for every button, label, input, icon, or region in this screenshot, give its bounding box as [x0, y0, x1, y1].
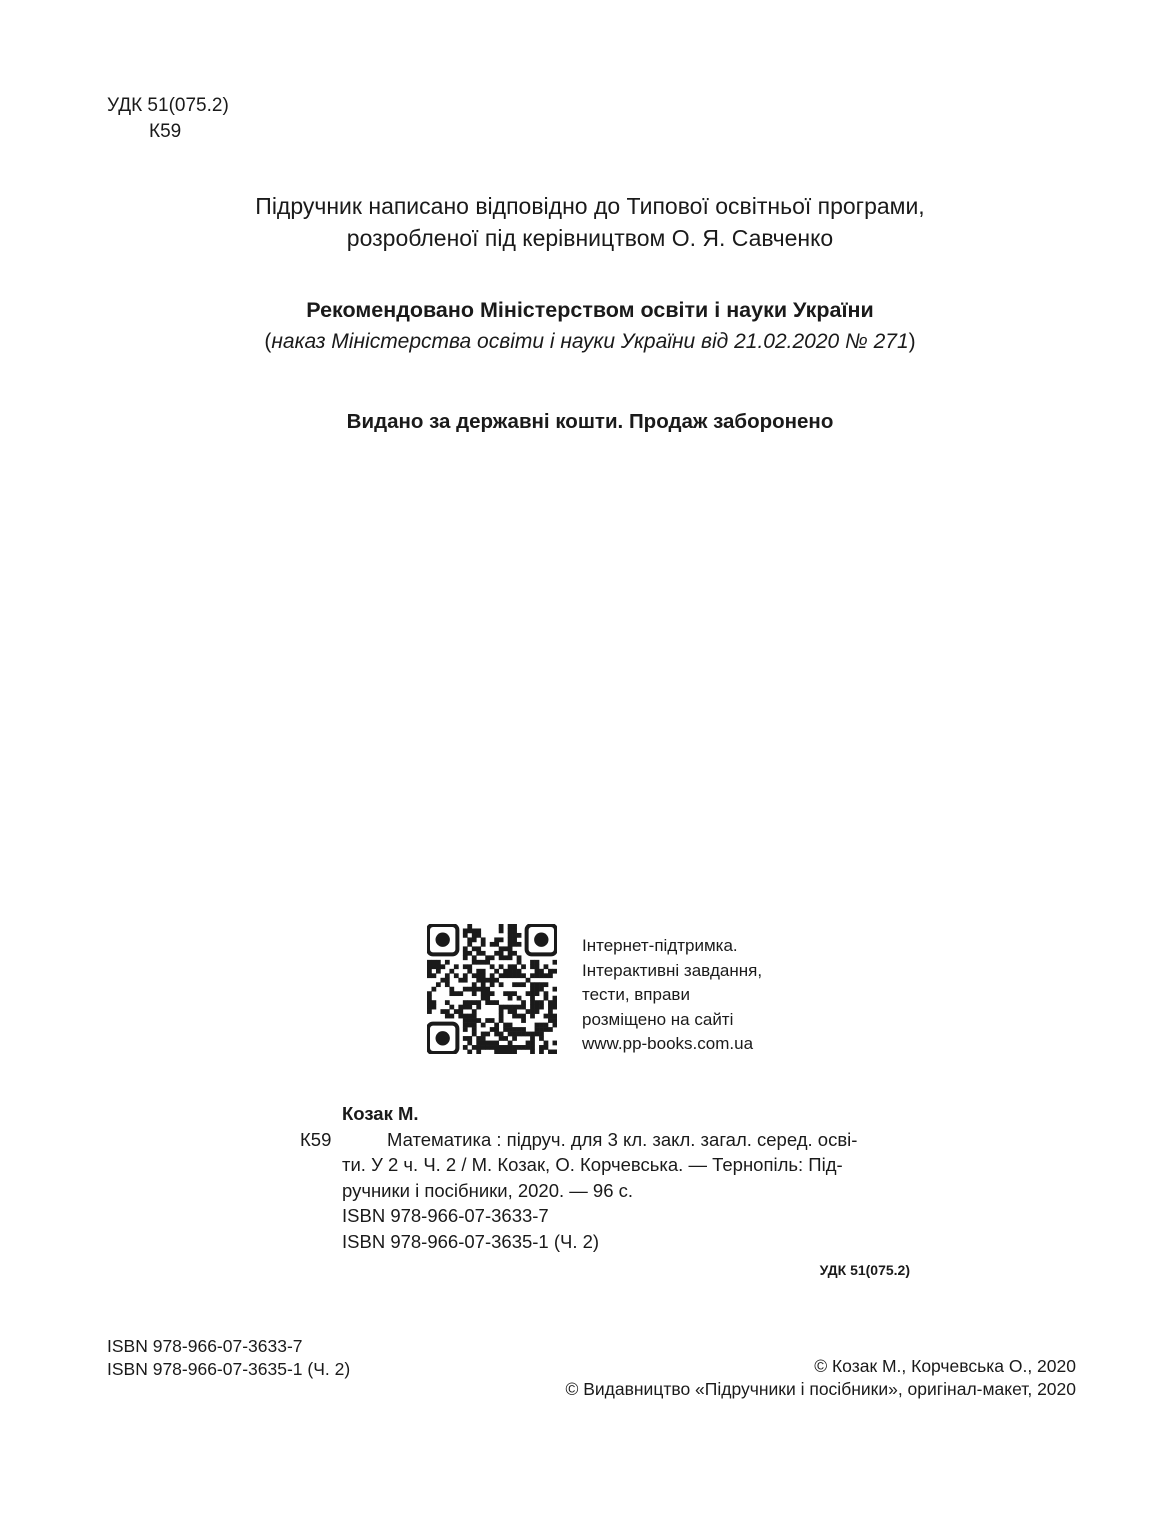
bibliographic-record — [300, 1101, 910, 1284]
biblio-line: ти. У 2 ч. Ч. 2 / М. Козак, О. Корчевська. — Тернопіль: Під- — [342, 1154, 843, 1175]
biblio-index: К59 — [300, 1128, 332, 1150]
biblio-udk: УДК 51(075.2) — [819, 1262, 910, 1278]
qr-caption-url: www.pp-books.com.ua — [582, 1034, 754, 1053]
biblio-line: ручники і посібники, 2020. — 96 с. — [342, 1179, 634, 1201]
qr-caption-line: розміщено на сайті — [582, 1009, 734, 1029]
recommendation — [0, 295, 1162, 357]
udk-index: К59 — [149, 121, 182, 142]
qr-caption — [582, 934, 762, 1057]
recommendation-order — [0, 326, 1162, 357]
program-note-line2: розробленої під керівництвом О. Я. Савченко — [346, 225, 834, 251]
qr-caption-line: Інтерактивні завдання, — [582, 960, 763, 980]
isbn-line: ISBN 978-966-07-3635-1 (Ч. 2) — [107, 1359, 351, 1379]
biblio-isbn: ISBN 978-966-07-3633-7 — [342, 1205, 549, 1226]
biblio-body — [342, 1127, 910, 1284]
program-note-line1: Підручник написано відповідно до Типової освітньої програми, — [255, 193, 925, 219]
isbn-block — [107, 1335, 350, 1381]
order-close: ) — [908, 330, 916, 353]
program-note — [0, 190, 1162, 254]
recommendation-title: Рекомендовано Міністерством освіти і науки України — [306, 298, 874, 322]
biblio-line: Математика : підруч. для 3 кл. закл. загал. серед. осві- — [387, 1128, 858, 1150]
copyright-line: © Козак М., Корчевська О., 2020 — [814, 1356, 1076, 1376]
order-text: наказ Міністерства освіти і науки України від 21.02.2020 № 271 — [271, 330, 909, 353]
order-open: ( — [264, 330, 272, 353]
qr-caption-line: тести, вправи — [582, 985, 690, 1004]
biblio-row — [300, 1127, 910, 1284]
udk-block — [107, 93, 229, 145]
qr-code-icon — [427, 924, 557, 1054]
qr-caption-line: Інтернет-підтримка. — [582, 936, 738, 955]
udk-code: УДК 51(075.2) — [107, 95, 229, 116]
copyright-block — [565, 1355, 1076, 1401]
isbn-line: ISBN 978-966-07-3633-7 — [107, 1336, 303, 1356]
biblio-author: Козак М. — [342, 1103, 419, 1124]
biblio-isbn: ISBN 978-966-07-3635-1 (Ч. 2) — [342, 1230, 600, 1252]
copyright-line: © Видавництво «Підручники і посібники», оригінал-макет, 2020 — [565, 1379, 1076, 1399]
state-funded-note: Видано за державні кошти. Продаж заборонено — [346, 410, 834, 433]
